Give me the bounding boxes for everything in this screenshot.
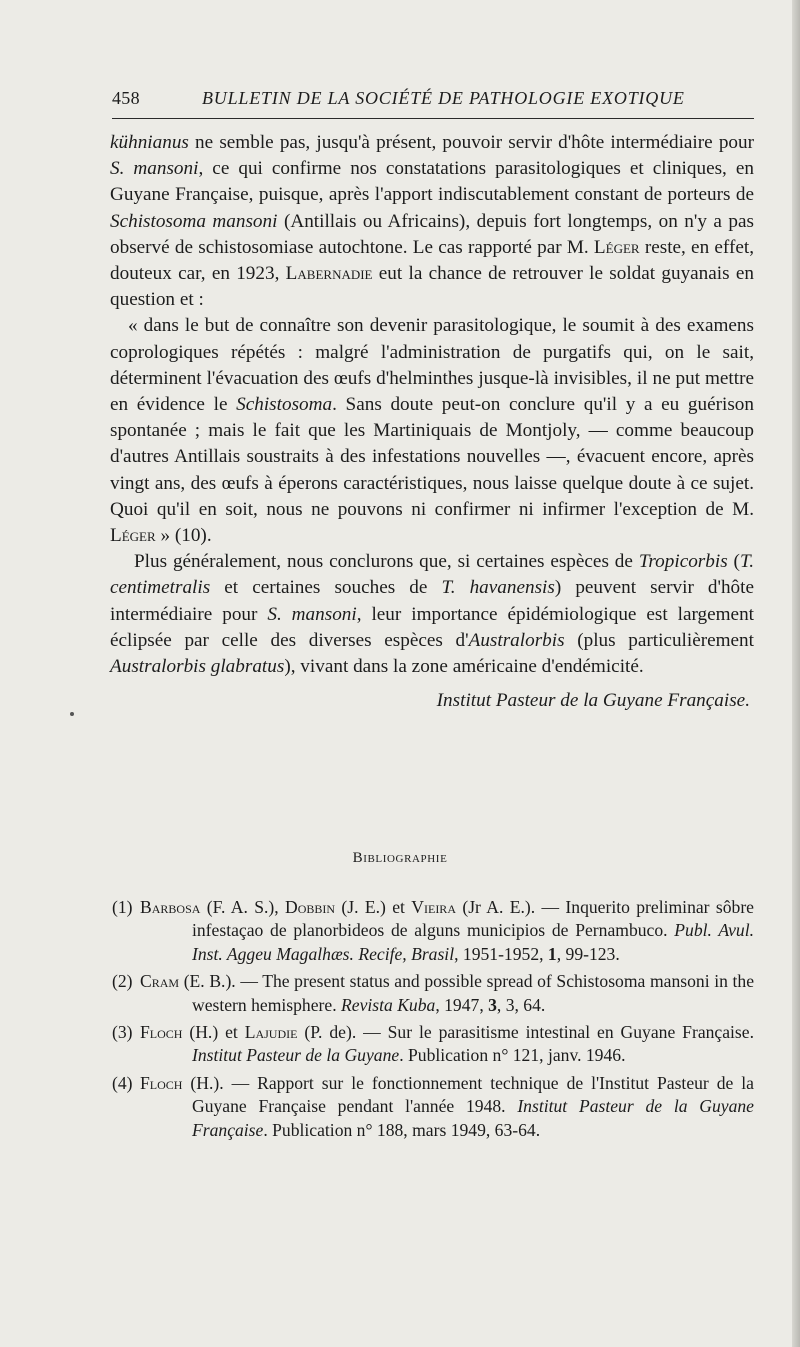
italic-term: S. mansoni xyxy=(267,603,357,625)
journal-title: Institut Pasteur de la Guyane xyxy=(192,1045,400,1066)
author-name: Léger xyxy=(110,525,156,547)
italic-term: kühnianus xyxy=(110,132,189,153)
text-span: . Publication n° 188, mars 1949, 63-64. xyxy=(263,1119,541,1140)
italic-term: S. mansoni xyxy=(110,158,199,180)
text-span: » (10). xyxy=(155,525,212,547)
author-name: Floch xyxy=(140,1022,183,1043)
paragraph-conclusion xyxy=(110,549,754,680)
text-span: et certaines souches de xyxy=(210,577,442,599)
author-name: Barbosa xyxy=(140,897,201,917)
margin-mark xyxy=(70,712,74,716)
text-span: Plus généralement, nous conclurons que, si certaines espèces de xyxy=(134,551,639,573)
text-span: (F. A. S.), xyxy=(200,897,286,917)
volume-number: 1 xyxy=(547,943,557,964)
affiliation: Institut Pasteur de la Guyane Française. xyxy=(436,690,750,712)
page-number: 458 xyxy=(112,88,140,108)
reference-number: (1) xyxy=(112,897,133,917)
header-rule xyxy=(112,118,754,119)
paragraph-quote xyxy=(110,313,754,549)
text-span: , leur importance épidémiologique est largement éclipsée par celle des diverses espèces d' xyxy=(110,603,755,651)
text-span: (P. de). — Sur le parasitisme intestinal en Guyane Française. xyxy=(297,1022,754,1043)
reference-3 xyxy=(112,1021,754,1068)
reference-number: (2) xyxy=(112,971,133,992)
text-span: (H.) et xyxy=(182,1022,245,1043)
author-name: Vieira xyxy=(411,897,456,917)
italic-term: T. centimetralis xyxy=(110,551,754,599)
italic-term: T. havanensis xyxy=(441,577,555,599)
running-title: BULLETIN DE LA SOCIÉTÉ DE PATHOLOGIE EXOTIQUE xyxy=(202,88,685,108)
italic-term: Schistosoma mansoni xyxy=(110,210,278,232)
bibliography-title: Bibliographie xyxy=(352,850,448,866)
page-edge xyxy=(792,0,800,1347)
text-span: « dans le but de connaître son devenir parasitologique, le soumit à des examens coprologiques répétés : malgré l'administration de purgatifs qui, on le sait, déterminent l'évacuation des œufs d'helminthes jusque-là invisibles, il ne put mettre en évidence le xyxy=(110,315,754,416)
bibliography xyxy=(112,896,754,1146)
text-span: ne semble pas, jusqu'à présent, pouvoir servir d'hôte intermédiaire pour xyxy=(188,132,754,153)
text-span: , 99-123. xyxy=(556,943,620,964)
reference-1 xyxy=(112,896,754,966)
text-span: eut la chance de retrouver le soldat guyanais en question et : xyxy=(110,263,754,311)
author-name: Floch xyxy=(140,1072,183,1093)
journal-title: Revista Kuba xyxy=(341,994,436,1015)
paragraph-1 xyxy=(110,130,754,313)
volume-number: 3 xyxy=(488,994,497,1015)
reference-2 xyxy=(112,970,754,1017)
text-span: (E. B.). — The present status and possible spread of Schistosoma mansoni in the western hemisphere. xyxy=(179,971,754,1015)
text-span: , 1947, xyxy=(435,994,489,1015)
journal-title: Institut Pasteur de la Guyane Française xyxy=(192,1096,754,1140)
text-span: ) peuvent servir d'hôte intermédiaire pour xyxy=(110,577,754,625)
text-span: ), vivant dans la zone américaine d'endémicité. xyxy=(284,656,644,678)
journal-title: Publ. Avul. Inst. Aggeu Magalhæs. Recife, Brasil xyxy=(192,920,754,964)
italic-term: Australorbis glabratus xyxy=(110,656,285,678)
text-span: . Sans doute peut-on conclure qu'il y a eu guérison spontanée ; mais le fait que les Martiniquais de Montjoly, — comme beaucoup d'autres Antillais soustraits à des infestations nouvelles —, évacuent encore, après vingt ans, des œufs à éperons caractéristiques, nous laisse quelque doute à ce sujet. Quoi qu'il en soit, nous ne pouvons ni confirmer ni infirmer l'exception de M. xyxy=(110,394,754,520)
body-text xyxy=(110,130,754,714)
author-name: Cram xyxy=(140,971,180,992)
author-name: Labernadie xyxy=(285,263,373,285)
reference-number: (4) xyxy=(112,1072,133,1093)
text-span: ( xyxy=(727,551,740,573)
author-name: Dobbin xyxy=(285,897,336,917)
text-span: , 3, 64. xyxy=(496,994,546,1015)
italic-term: Tropicorbis xyxy=(638,551,728,573)
text-span: (H.). — Rapport sur le fonctionnement technique de l'Institut Pasteur de la Guyane Française pendant l'année 1948. xyxy=(182,1072,754,1117)
italic-term: Schistosoma xyxy=(236,394,333,416)
text-span: (Jr A. E.). — Inquerito preliminar sôbre infestaçao de planorbideos de alguns municipios de Pernambuco. xyxy=(192,897,754,941)
text-span: (J. E.) et xyxy=(335,897,412,917)
italic-term: Australorbis xyxy=(468,629,565,651)
text-span: reste, en effet, douteux car, en 1923, xyxy=(110,236,754,285)
reference-number: (3) xyxy=(112,1022,133,1043)
reference-4 xyxy=(112,1072,754,1142)
author-name: Léger xyxy=(593,236,640,258)
author-name: Lajudie xyxy=(244,1022,298,1043)
text-span: , 1951-1952, xyxy=(454,943,548,964)
text-span: (plus particulièrement xyxy=(564,629,754,651)
text-span: , ce qui confirme nos constatations parasitologiques et cliniques, en Guyane Française, puisque, après l'apport indiscutablement constant de porteurs de xyxy=(110,158,755,206)
text-span: (Antillais ou Africains), depuis fort longtemps, on n'y a pas observé de schistosomiase autochtone. Le cas rapporté par M. xyxy=(110,210,755,258)
text-span: . Publication n° 121, janv. 1946. xyxy=(399,1045,626,1066)
